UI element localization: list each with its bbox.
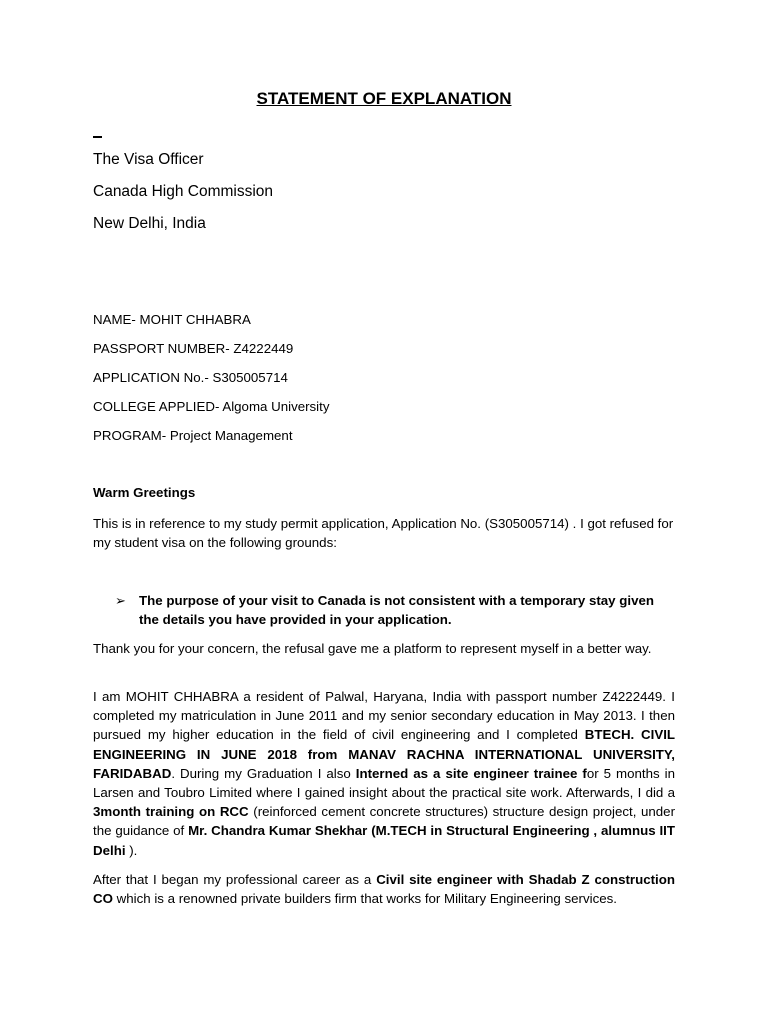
- background-text-4: (reinforced cement concrete structures) structure design project, under the guidance of: [93, 804, 676, 839]
- dash-mark: [93, 136, 102, 138]
- application-number: APPLICATION No.- S305005714: [93, 370, 288, 385]
- greeting: Warm Greetings: [93, 485, 196, 500]
- career-text-1: After that I began my professional career as a: [93, 872, 377, 887]
- passport-number: PASSPORT NUMBER- Z4222449: [93, 341, 294, 356]
- background-text-1: I am MOHIT CHHABRA a resident of Palwal, Haryana, India with passport number Z4222449. I completed my matriculation in June 2011 and my senior secondary education in May 2013. I then pursued my higher education in the field of civil engineering and I completed: [93, 689, 675, 743]
- arrow-bullet-icon: ➢: [115, 593, 126, 608]
- background-text-3: or 5 months in Larsen and Toubro Limited where I gained insight about the practical site work. Afterwards, I did a: [93, 765, 675, 801]
- background-text-2: . During my Graduation I also: [171, 765, 356, 781]
- background-text-5: ).: [125, 842, 138, 858]
- applicant-name: NAME- MOHIT CHHABRA: [93, 312, 251, 327]
- background-internship: Interned as a site engineer trainee f: [355, 765, 587, 781]
- intro-paragraph: This is in reference to my study permit application, Application No. (S305005714) . I got refused for my student visa on the following grounds:: [93, 516, 674, 551]
- background-mentor: Mr. Chandra Kumar Shekhar (M.TECH in Structural Engineering , alumnus IIT Delhi: [93, 823, 675, 858]
- career-text-2: which is a renowned private builders firm that works for Military Engineering services.: [112, 891, 617, 907]
- program: PROGRAM- Project Management: [93, 428, 293, 443]
- address-line-office: Canada High Commission: [93, 183, 274, 200]
- career-role: Civil site engineer with Shadab Z construction CO: [93, 872, 675, 907]
- career-paragraph: [93, 870, 675, 908]
- background-degree: BTECH. CIVIL ENGINEERING IN JUNE 2018 from MANAV RACHNA INTERNATIONAL UNIVERSITY, FARIDABAD: [93, 727, 676, 781]
- refusal-ground-text: The purpose of your visit to Canada is not consistent with a temporary stay given the details you have provided in your application.: [139, 593, 654, 628]
- background-training: 3month training on RCC: [93, 804, 249, 820]
- background-paragraph: [93, 687, 675, 860]
- address-line-recipient: The Visa Officer: [93, 151, 204, 168]
- address-line-city: New Delhi, India: [93, 215, 206, 232]
- thanks-paragraph: Thank you for your concern, the refusal gave me a platform to represent myself in a better way.: [93, 641, 652, 656]
- college-applied: COLLEGE APPLIED- Algoma University: [93, 399, 330, 414]
- document-title: STATEMENT OF EXPLANATION: [256, 89, 512, 108]
